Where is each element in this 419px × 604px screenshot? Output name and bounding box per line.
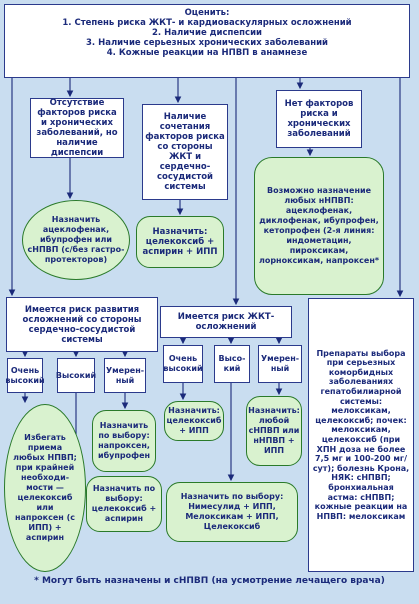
rx-gi-high-text: Назначить по выбору: Нимесулид + ИПП, Мелоксикам + ИПП, Целекоксиб <box>180 492 284 531</box>
cv-level-high <box>57 358 95 393</box>
rx-cv-moderate <box>92 410 156 472</box>
gi-risk-box <box>160 306 292 338</box>
rx-gi-moderate-text: Назначить: любой сНПВП или нНПВП + ИПП <box>248 406 300 455</box>
serious-diseases-box <box>308 298 414 572</box>
rx-no-risk-text: Возможно назначение любых нНПВП: ацеклофенак, диклофенак, ибупрофен, кетопрофен (2-я линия: индометацин, пироксикам, лорноксикам, напроксен* <box>258 186 380 265</box>
assessment-item: 3. Наличие серьезных хронических заболеваний <box>86 38 328 48</box>
rx-cv-high-text: Назначить по выбору: целекоксиб + аспирин <box>91 484 157 523</box>
assessment-item: 2. Наличие диспепсии <box>152 28 262 38</box>
gi-level-very-high <box>163 345 203 383</box>
branch-dyspepsia-label: Отсутствие факторов риска и хронических заболеваний, но наличие диспепсии <box>36 98 118 158</box>
cv-level-moderate <box>104 358 146 393</box>
assessment-item: 4. Кожные реакции на НПВП в анамнезе <box>106 48 308 58</box>
cv-risk-title: Имеется риск развития осложнений со стороны сердечно-сосудистой системы <box>22 304 142 345</box>
rx-dyspepsia-text: Назначить ацеклофенак, ибупрофен или сНПВП (с/без гастро-протекторов) <box>27 215 125 264</box>
serious-diseases-text: Препараты выбора при серьезных коморбидных заболеваниях гепатобилиарной системы: мелоксикам, целекоксиб; почек: мелоксикам, целекоксиб (при ХПН доза не более 7,5 мг и 100-200 мг/сут); болезнь Крона, НЯК: сНПВП; бронхиальная астма: сНПВП; кожные реакции на НПВП: мелоксикам <box>312 348 410 521</box>
rx-gi-very-high-text: Назначить: целекоксиб + ИПП <box>166 406 222 435</box>
rx-cv-very-high-text: Избегать приема любых НПВП; при крайней необходи-мости — целекоксиб или напроксен (с ИПП) + аспирин <box>13 433 77 542</box>
footnote: * Могут быть назначены и сНПВП (на усмотрение лечащего врача) <box>34 576 385 586</box>
branch-combined-risk <box>142 104 228 200</box>
cv-level-very-high <box>7 358 43 393</box>
cv-level-very-high-label: Очень высокий <box>5 365 45 385</box>
rx-gi-very-high <box>164 401 224 441</box>
branch-no-risk <box>276 90 362 148</box>
branch-combined-risk-label: Наличие сочетания факторов риска со стороны ЖКТ и сердечно-сосудистой системы <box>145 112 225 192</box>
gi-level-high <box>214 345 250 383</box>
assessment-box <box>4 4 410 78</box>
branch-no-risk-label: Нет факторов риска и хронических заболеваний <box>284 99 354 139</box>
gi-level-high-label: Высо-кий <box>218 354 246 373</box>
rx-gi-moderate <box>246 396 302 466</box>
cv-level-moderate-label: Умерен-ный <box>105 365 145 385</box>
cv-risk-box <box>6 297 158 352</box>
rx-dyspepsia <box>22 200 130 280</box>
assessment-title: Оценить: <box>184 8 230 18</box>
cv-level-high-label: Высокий <box>55 370 97 380</box>
gi-level-moderate <box>258 345 302 383</box>
rx-cv-high <box>86 476 162 532</box>
rx-no-risk <box>254 157 384 295</box>
rx-gi-high <box>166 482 298 542</box>
rx-cv-very-high <box>4 404 86 572</box>
branch-dyspepsia <box>30 98 124 158</box>
assessment-item: 1. Степень риска ЖКТ- и кардиоваскулярных осложнений <box>62 18 352 28</box>
gi-level-very-high-label: Очень высокий <box>163 354 203 373</box>
rx-combined <box>136 216 224 268</box>
rx-combined-text: Назначить: целекоксиб + аспирин + ИПП <box>142 227 218 257</box>
gi-risk-title: Имеется риск ЖКТ-осложнений <box>177 312 275 332</box>
rx-cv-moderate-text: Назначить по выбору: напроксен, ибупрофен <box>97 421 151 460</box>
gi-level-moderate-label: Умерен-ный <box>260 354 300 373</box>
